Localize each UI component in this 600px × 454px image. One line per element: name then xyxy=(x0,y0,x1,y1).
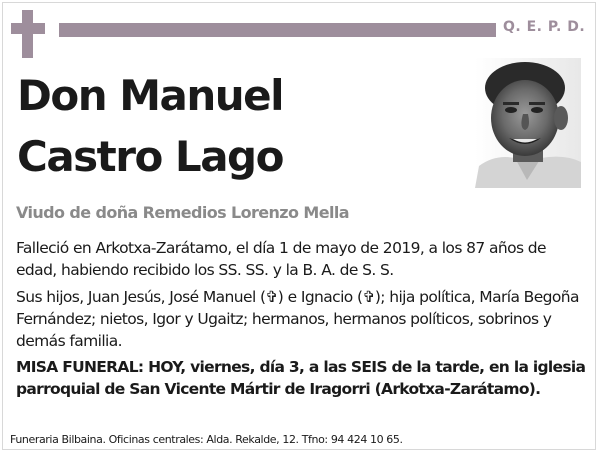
header-divider-bar xyxy=(59,23,496,37)
portrait-photo xyxy=(475,58,581,188)
death-details-paragraph: Falleció en Arkotxa-Zarátamo, el día 1 de mayo de 2019, a los 87 años de edad, habiendo recibido los SS. SS. y la B. A. de S. S. xyxy=(16,239,546,279)
funeral-home-footer: Funeraria Bilbaina. Oficinas centrales: Alda. Rekalde, 12. Tfno: 94 424 10 65. xyxy=(10,433,403,446)
cross-horizontal-bar xyxy=(11,23,45,34)
funeral-mass-paragraph: MISA FUNERAL: HOY, viernes, día 3, a las SEIS de la tarde, en la iglesia parroquial de San Vicente Mártir de Iragorri (Arkotxa-Zarátamo). xyxy=(16,358,586,398)
deceased-name-line-1: Don Manuel xyxy=(17,71,284,120)
deceased-name-line-2: Castro Lago xyxy=(17,132,283,181)
cross-vertical-bar xyxy=(22,10,33,58)
widow-of-line: Viudo de doña Remedios Lorenzo Mella xyxy=(16,203,349,222)
family-paragraph: Sus hijos, Juan Jesús, José Manuel (✞) e Ignacio (✞); hija política, María Begoña Fernández; nietos, Igor y Ugaitz; hermanos, hermanos políticos, sobrinos y demás familia. xyxy=(16,288,579,350)
qepd-label: Q. E. P. D. xyxy=(503,19,586,35)
